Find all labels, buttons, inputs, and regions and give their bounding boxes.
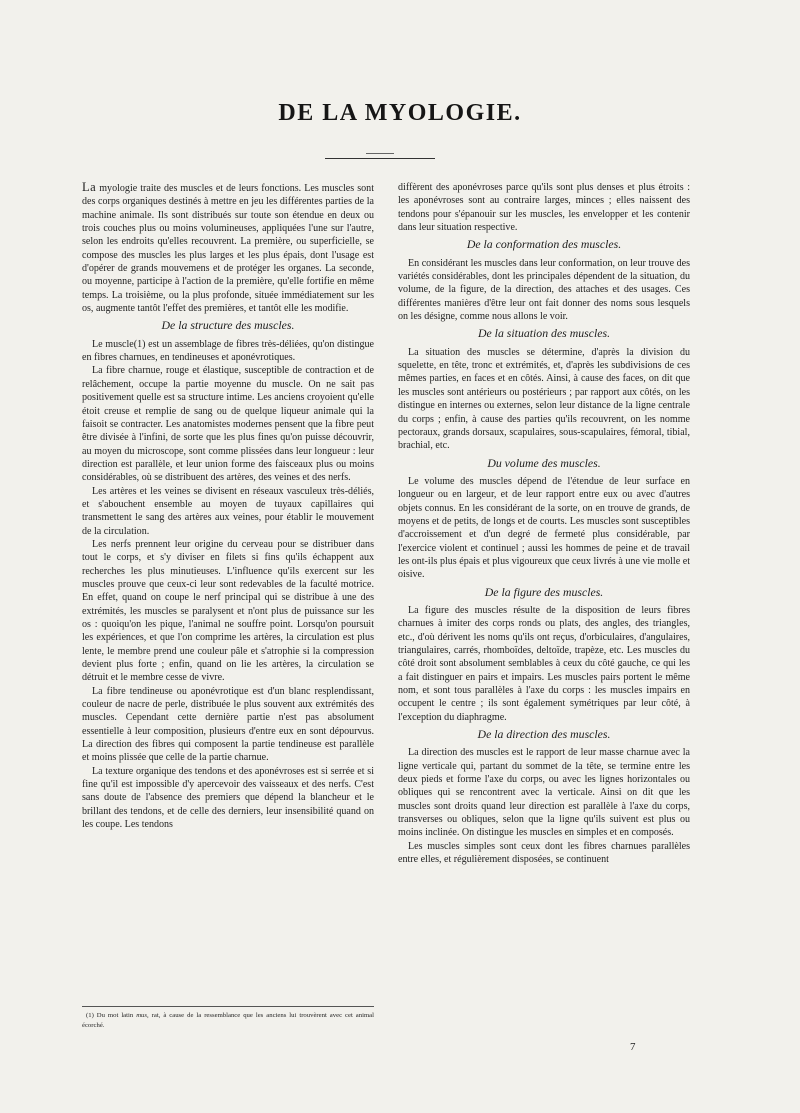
footnote xyxy=(82,1011,374,1030)
paragraph: Le volume des muscles dépend de l'étendue de leur surface en longueur ou en largeur, et de leur rapport entre eux ou avec d'autres objets connus. En les considérant de la sorte, on en trouve de grands, de moyens et de petits, de longs et de courts. Les muscles sont susceptibles d'accroissement et d'un degré de fermeté plus considérable, par l'exercice violent et continuel ; aussi les hommes de peine et de travail les ont-ils plus épais et plus vigoureux que ceux livrés à une vie molle et oisive. xyxy=(398,475,690,581)
paragraph: Les nerfs prennent leur origine du cerveau pour se distribuer dans tout le corps, et s'y diviser en filets si fins qu'ils échappent aux recherches les plus minutieuses. L'influence qu'ils exercent sur les muscles prouve que ceux-ci leur sont redevables de la faculté motrice. En effet, quand on coupe le nerf principal qui se distribue à une des extrémités, les muscles se paralysent et n'ont plus de puissance sur les os : quoiqu'on les pique, l'animal ne souffre point. Lorsqu'on poursuit les expériences, et que l'on comprime les artères, la circulation est plus lente, le membre prend une couleur pâle et s'atrophie si la compression devient plus forte ; enfin, quand on lie les artères, la circulation se détruit et le membre cesse de vivre. xyxy=(82,538,374,684)
heading-volume: Du volume des muscles. xyxy=(487,455,601,470)
footnote-text-b: , rat, à cause de la ressemblance que les anciens lui trouvèrent avec cet animal écorché. xyxy=(82,1012,374,1029)
intro-paragraph xyxy=(82,181,374,315)
paragraph: diffèrent des aponévroses parce qu'ils sont plus denses et plus étroits : les aponévroses sont au contraire larges, minces ; elles naissent des tendons pour s'épanouir sur les muscles, les envelopper et les contenir dans leur situation respective. xyxy=(398,182,690,234)
paragraph: La fibre charnue, rouge et élastique, susceptible de contraction et de relâchement, occupe la partie moyenne du muscle. On ne sait pas positivement quelle est sa structure intime. Les anciens croyoient qu'elle étoit creuse et remplie de sang ou de quelque liqueur animale qui la faisoit se contracter. Les anatomistes modernes pensent que la fibre peut être divisée à l'infini, de sorte que les plus fines qu'on puisse découvrir, au moyen du microscope, sont comme plissées dans leur longueur : leur direction est parallèle, et leur union forme des faisceaux plus ou moins considérables, où se distribuent des artères, des veines et des nerfs. xyxy=(82,365,374,484)
title-ornament xyxy=(366,153,394,154)
paragraph: Les muscles simples sont ceux dont les fibres charnues parallèles entre elles, et régulièrement disposées, se continuent xyxy=(398,840,690,866)
heading-conformation: De la conformation des muscles. xyxy=(466,237,622,252)
paragraph: La direction des muscles est le rapport de leur masse charnue avec la ligne verticale qui, partant du sommet de la tête, se termine entre les deux pieds et forme l'axe du corps, ou avec les lignes horizontales ou obliques qui se rencontrent avec la verticale. Ainsi on dit que les muscles sont droits quand leur direction est parallèle à l'axe du corps, transverses ou obliques, selon que la ligne qu'ils suivent est plus ou moins inclinée. On distingue les muscles en simples et en composés. xyxy=(398,747,690,839)
intro-initial: La xyxy=(82,180,97,194)
paragraph: La texture organique des tendons et des aponévroses est si serrée et si fine qu'il est impossible d'y apercevoir des vaisseaux et des nerfs. C'est sans doute de l'absence des premiers que dépend la blancheur et le brillant des tendons, et de celle des derniers, leur insensibilité quand on les coupe. Les tendons xyxy=(82,765,374,831)
footnote-text-a: (1) Du mot latin xyxy=(86,1012,137,1019)
paragraph: En considérant les muscles dans leur conformation, on leur trouve des variétés considérables, dont les principales dépendent de la situation, du volume, de la figure, de la direction, des attaches et des usages. Ces différentes manières d'être leur ont fait donner des noms sous lesquels on les désigne, comme nous allons le voir. xyxy=(398,257,690,323)
paragraph: La fibre tendineuse ou aponévrotique est d'un blanc resplendissant, couleur de nacre de perle, distribuée le plus souvent aux extrémités des muscles. Cependant cette dernière partie n'est pas absolument essentielle à leur composition, plusieurs d'entre eux en sont dépourvus. La direction des fibres qui composent la partie tendineuse est parallèle et moins plissée que celle de la partie charnue. xyxy=(82,685,374,764)
intro-text: myologie traite des muscles et de leurs fonctions. Les muscles sont des corps organiques destinés à mettre en jeu les différentes parties de la machine animale. Ils sont distribués sur toute son étendue en deux ou trois couches plus ou moins volumineuses, appliquées l'une sur l'autre, selon les endroits qu'elles recouvrent. La première, ou superficielle, se compose des muscles les plus larges et les plus épais, dont l'usage est d'opérer de grands mouvemens et de protéger les organes. La seconde, ou moyenne, participe à l'action de la première, qu'elle fortifie en même temps. La troisième, ou la plus profonde, située immédiatement sur les os, augmente tantôt l'effet des premières, et tantôt elle les modifie. xyxy=(82,183,374,315)
heading-structure: De la structure des muscles. xyxy=(161,318,295,333)
paragraph: La figure des muscles résulte de la disposition de leurs fibres charnues à imiter des corps ronds ou plats, des angles, des triangles, etc., d'où dérivent les noms qu'ils ont reçus, d'orbiculaires, d'angulaires, triangulaires, carrés, rhomboïdes, deltoïde, trapèze, etc. Les muscles du côté droit sont absolument semblables à ceux du côté gauche, ce qui les a fait distinguer en pairs et impairs. Les muscles pairs portent le même nom, et sont tous parallèles à l'axe du corps : les muscles impairs en occupent le centre ; ils sont également symétriques par leur côté, à l'exception du diaphragme. xyxy=(398,604,690,723)
footnote-rule xyxy=(82,1006,374,1007)
heading-direction: De la direction des muscles. xyxy=(477,727,611,742)
page-number: 7 xyxy=(630,1041,636,1053)
paragraph: La situation des muscles se détermine, d'après la division du squelette, en tête, tronc et extrémités, et, d'après les subdivisions de ces mêmes parties, en faces et en côtés. Ainsi, à cause des faces, on dit que les muscles sont antérieurs ou postérieurs ; par rapport aux côtés, on les distingue en internes ou externes, selon leur distance de la ligne centrale du corps ; enfin, à cause des parties qu'ils recouvrent, on les nomme pectoraux, grands dorsaux, scapulaires, sous-scapulaires, fémoral, tibial, brachial, etc. xyxy=(398,346,690,452)
paragraph: Les artères et les veines se divisent en réseaux vasculeux très-déliés, et s'abouchent ensemble au moyen de tuyaux capillaires qui transmettent le sang des artères aux veines, pour établir le mouvement de la circulation. xyxy=(82,485,374,537)
footnote-term: mus xyxy=(136,1012,147,1019)
page-title: DE LA MYOLOGIE. xyxy=(278,100,522,126)
paragraph: Le muscle(1) est un assemblage de fibres très-déliées, qu'on distingue en fibres charnues, en tendineuses et aponévrotiques. xyxy=(82,338,374,364)
heading-figure: De la figure des muscles. xyxy=(484,584,604,599)
left-column xyxy=(82,181,374,832)
heading-situation: De la situation des muscles. xyxy=(477,326,611,341)
right-column xyxy=(398,181,690,867)
title-rule xyxy=(325,158,435,159)
